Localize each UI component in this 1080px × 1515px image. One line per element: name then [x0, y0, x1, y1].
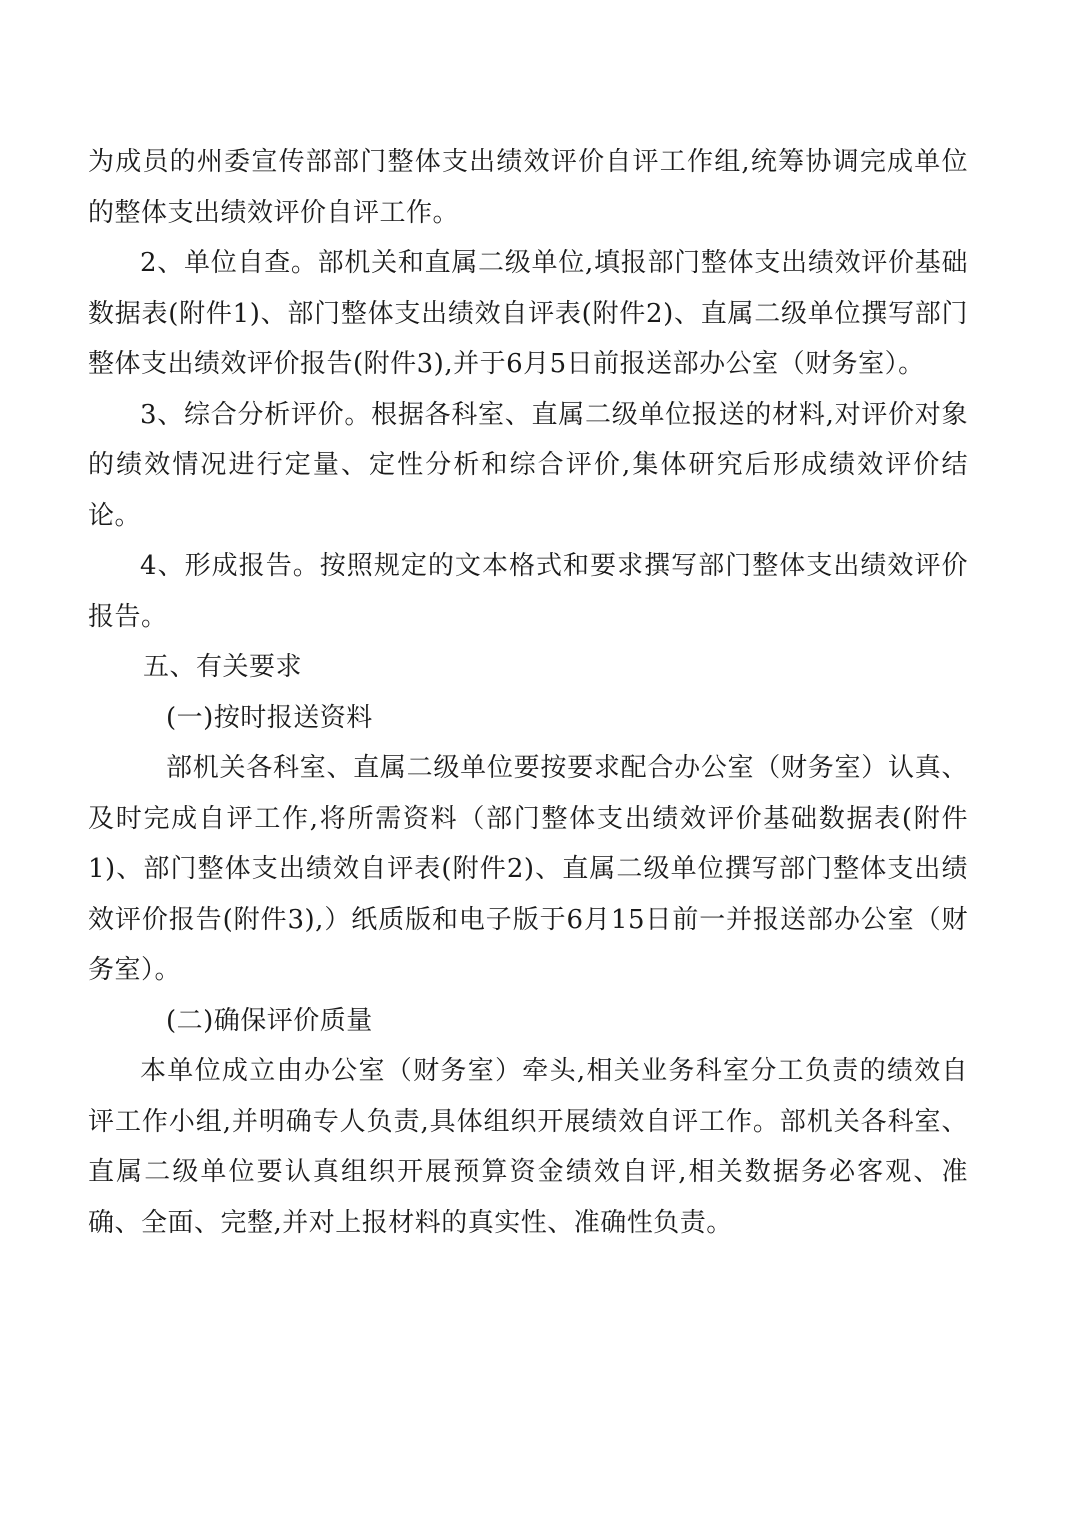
- subheading-submit-on-time: (一)按时报送资料: [166, 702, 373, 733]
- paragraph-item-4-report: 4、形成报告。按照规定的文本格式和要求撰写部门整体支出绩效评价报告。: [88, 551, 968, 632]
- document-body: [88, 137, 968, 1248]
- paragraph-quality-requirements: 本单位成立由办公室（财务室）牵头,相关业务科室分工负责的绩效自评工作小组,并明确专人负责,具体组织开展绩效自评工作。部机关各科室、直属二级单位要认真组织开展预算资金绩效自评,相关数据务必客观、准确、全面、完整,并对上报材料的真实性、准确性负责。: [88, 1056, 968, 1238]
- paragraph-item-2-self-check: 2、单位自查。部机关和直属二级单位,填报部门整体支出绩效评价基础数据表(附件1)、部门整体支出绩效自评表(附件2)、直属二级单位撰写部门整体支出绩效评价报告(附件3),并于6月5日前报送部办公室（财务室）。: [88, 248, 968, 379]
- paragraph-submit-materials: 部机关各科室、直属二级单位要按要求配合办公室（财务室）认真、及时完成自评工作,将所需资料（部门整体支出绩效评价基础数据表(附件1)、部门整体支出绩效自评表(附件2)、直属二级单位撰写部门整体支出绩效评价报告(附件3),）纸质版和电子版于6月15日前一并报送部办公室（财务室）。: [88, 753, 968, 985]
- paragraph-continuation: 为成员的州委宣传部部门整体支出绩效评价自评工作组,统筹协调完成单位的整体支出绩效评价自评工作。: [88, 147, 968, 228]
- paragraph-item-3-analysis: 3、综合分析评价。根据各科室、直属二级单位报送的材料,对评价对象的绩效情况进行定量、定性分析和综合评价,集体研究后形成绩效评价结论。: [88, 399, 968, 531]
- subheading-ensure-quality: (二)确保评价质量: [166, 1005, 373, 1036]
- section-heading-requirements: 五、有关要求: [143, 652, 303, 682]
